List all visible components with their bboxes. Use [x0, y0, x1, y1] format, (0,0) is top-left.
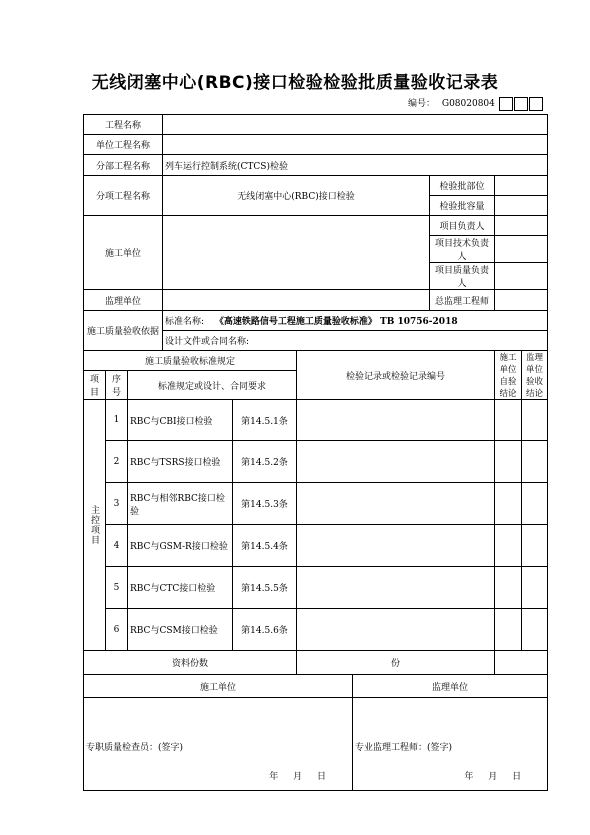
subitem-value: 无线闭塞中心(RBC)接口检验 [163, 176, 430, 216]
chief-supervisor-field[interactable] [495, 290, 548, 311]
code-label: 编号： [408, 99, 436, 109]
tech-manager-label: 项目技术负责人 [430, 236, 495, 263]
item-record-field[interactable] [297, 441, 495, 483]
standard-value: 《高速铁路信号工程施工质量验收标准》 TB 10756-2018 [214, 317, 458, 327]
item-contractor-result-field[interactable] [495, 525, 522, 567]
item-record-field[interactable] [297, 483, 495, 525]
spec-group-header: 施工质量验收标准规定 [84, 351, 297, 371]
record-header: 检验记录或检验记录编号 [297, 351, 495, 400]
basis-label [84, 311, 163, 351]
code-box-3[interactable] [529, 97, 543, 111]
item-name: RBC与TSRS接口检验 [128, 441, 233, 483]
item-clause: 第14.5.2条 [233, 441, 297, 483]
code-box-2[interactable] [514, 97, 528, 111]
item-name: RBC与GSM-R接口检验 [128, 525, 233, 567]
item-contractor-result-field[interactable] [495, 483, 522, 525]
item-no: 5 [106, 567, 128, 609]
item-clause: 第14.5.5条 [233, 567, 297, 609]
docs-count-field[interactable] [495, 651, 548, 675]
division-value: 列车运行控制系统(CTCS)检验 [163, 155, 548, 176]
item-record-field[interactable] [297, 567, 495, 609]
supervisor-label: 监理单位 [84, 290, 163, 311]
code-value: G08020804 [441, 99, 495, 109]
item-no: 6 [106, 609, 128, 651]
item-col-header: 项目 [84, 371, 106, 400]
item-no: 2 [106, 441, 128, 483]
contractor-label: 施工单位 [84, 216, 163, 290]
item-contractor-result-field[interactable] [495, 441, 522, 483]
no-col-header: 序号 [106, 371, 128, 400]
item-record-field[interactable] [297, 400, 495, 441]
unit-project-label: 单位工程名称 [84, 135, 163, 155]
supervisor-engineer-label: 专业监理工程师：(签字) [355, 742, 453, 753]
item-name: RBC与CTC接口检验 [128, 567, 233, 609]
batch-capacity-label: 检验批容量 [430, 196, 495, 216]
tech-manager-field[interactable] [495, 236, 548, 263]
contractor-sign-date: 年 月 日 [269, 772, 332, 782]
item-supervisor-result-field[interactable] [522, 441, 548, 483]
form-code [408, 96, 543, 111]
item-contractor-result-field[interactable] [495, 400, 522, 441]
item-supervisor-result-field[interactable] [522, 400, 548, 441]
docs-count-unit: 份 [297, 651, 495, 675]
item-contractor-result-field[interactable] [495, 567, 522, 609]
item-clause: 第14.5.6条 [233, 609, 297, 651]
project-manager-label: 项目负责人 [430, 216, 495, 236]
batch-capacity-field[interactable] [495, 196, 548, 216]
docs-count-label: 资料份数 [84, 651, 297, 675]
item-supervisor-result-field[interactable] [522, 525, 548, 567]
subitem-label: 分项工程名称 [84, 176, 163, 216]
item-clause: 第14.5.4条 [233, 525, 297, 567]
chief-supervisor-label: 总监理工程师 [430, 290, 495, 311]
contractor-signature-block[interactable] [84, 698, 353, 791]
page-title: 无线闭塞中心(RBC)接口检验检验批质量验收记录表 [91, 73, 499, 93]
project-name-field[interactable] [163, 115, 548, 135]
supervisor-result-header: 监理单位验收结论 [522, 351, 548, 400]
division-label: 分部工程名称 [84, 155, 163, 176]
supervisor-field[interactable] [163, 290, 430, 311]
sign-supervisor-header: 监理单位 [353, 675, 548, 698]
item-name: RBC与CSM接口检验 [128, 609, 233, 651]
standard-row [163, 311, 548, 331]
item-no: 4 [106, 525, 128, 567]
supervisor-signature-block[interactable] [353, 698, 548, 791]
main-control-text: 主控项目 [89, 505, 99, 545]
item-name: RBC与CBI接口检验 [128, 400, 233, 441]
main-control-label [84, 400, 106, 651]
item-supervisor-result-field[interactable] [522, 567, 548, 609]
item-record-field[interactable] [297, 525, 495, 567]
item-name: RBC与相邻RBC接口检验 [128, 483, 233, 525]
item-clause: 第14.5.1条 [233, 400, 297, 441]
standard-label: 标准名称: [165, 317, 205, 327]
quality-manager-label: 项目质量负责人 [430, 263, 495, 290]
basis-label-text: 施工质量验收依据 [86, 327, 159, 337]
code-box-1[interactable] [499, 97, 513, 111]
project-manager-field[interactable] [495, 216, 548, 236]
acceptance-form-table [83, 114, 548, 791]
batch-part-label: 检验批部位 [430, 176, 495, 196]
item-record-field[interactable] [297, 609, 495, 651]
contractor-result-header: 施工单位自验结论 [495, 351, 522, 400]
item-supervisor-result-field[interactable] [522, 609, 548, 651]
design-docs-field[interactable]: 设计文件或合同名称: [163, 331, 548, 351]
project-name-label: 工程名称 [84, 115, 163, 135]
unit-project-field[interactable] [163, 135, 548, 155]
item-supervisor-result-field[interactable] [522, 483, 548, 525]
item-clause: 第14.5.3条 [233, 483, 297, 525]
item-no: 1 [106, 400, 128, 441]
supervisor-sign-date: 年 月 日 [464, 772, 528, 782]
quality-manager-field[interactable] [495, 263, 548, 290]
contractor-field[interactable] [163, 216, 430, 290]
batch-part-field[interactable] [495, 176, 548, 196]
contractor-inspector-label: 专职质量检查员：(签字) [86, 742, 184, 753]
req-col-header: 标准规定或设计、合同要求 [128, 371, 297, 400]
item-contractor-result-field[interactable] [495, 609, 522, 651]
item-no: 3 [106, 483, 128, 525]
sign-contractor-header: 施工单位 [84, 675, 353, 698]
